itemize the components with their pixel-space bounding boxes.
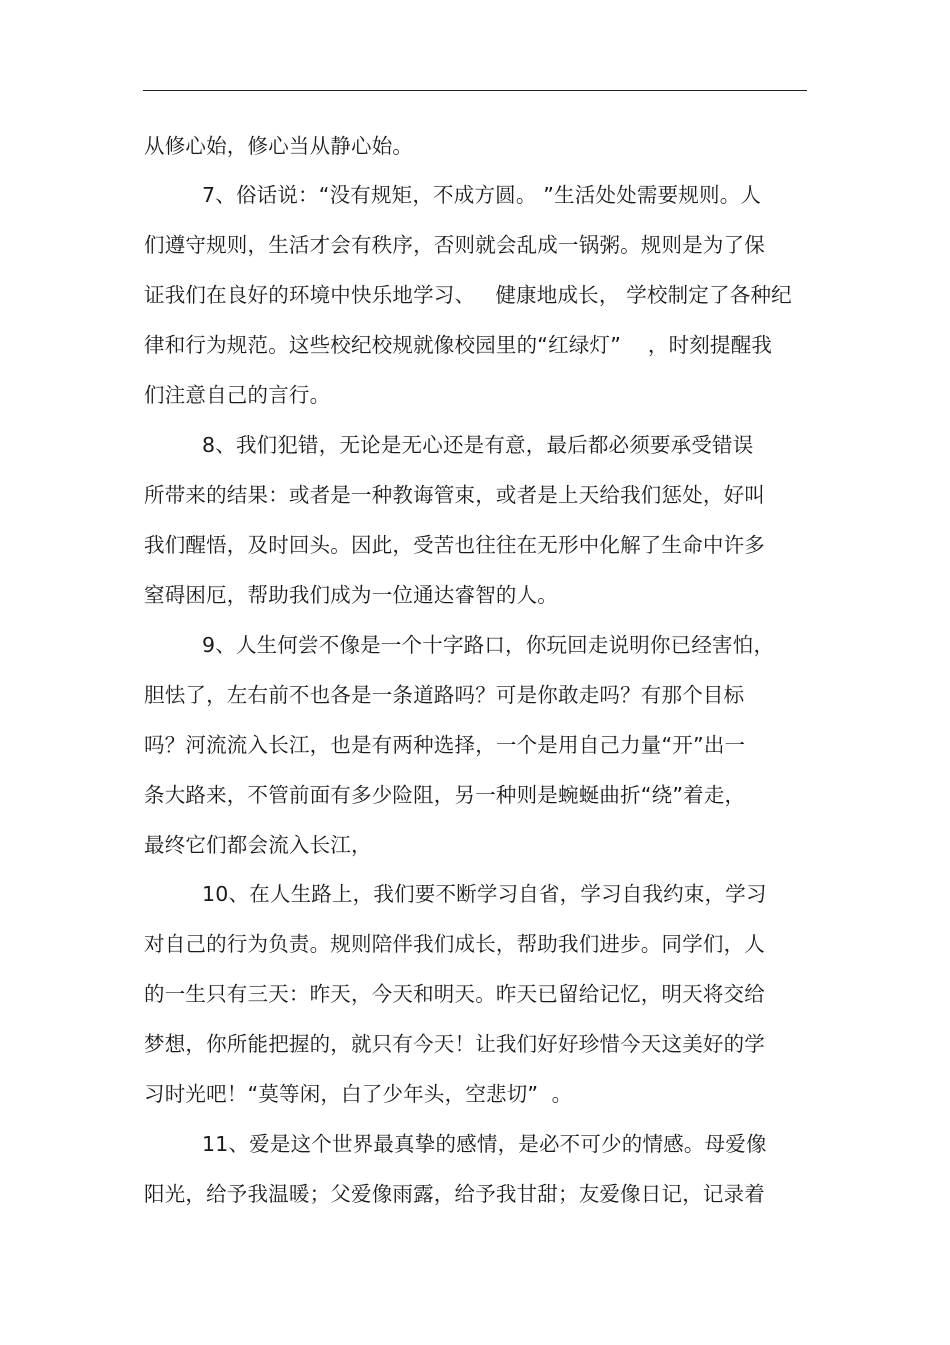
text-line: 阳光，给予我温暖；父爱像雨露，给予我甘甜；友爱像日记，记录着: [144, 1182, 765, 1206]
text-line: 我们醒悟，及时回头。因此，受苦也往往在无形中化解了生命中许多: [144, 533, 765, 557]
text-line: 最终它们都会流入长江，: [144, 833, 372, 857]
text-line: 的一生只有三天：昨天，今天和明天。昨天已留给记忆，明天将交给: [144, 982, 765, 1006]
text-line: 条大路来，不管前面有多少险阻，另一种则是蜿蜒曲折“绕”着走，: [144, 783, 746, 807]
text-line: 对自己的行为负责。规则陪伴我们成长，帮助我们进步。同学们，人: [144, 932, 765, 956]
text-line: 们注意自己的言行。: [144, 383, 331, 407]
text-line: 证我们在良好的环境中快乐地学习、 健康地成长， 学校制定了各种纪: [144, 283, 792, 307]
text-line: 习时光吧！“莫等闲，白了少年头，空悲切” 。: [144, 1082, 573, 1106]
text-line: 所带来的结果：或者是一种教诲管束，或者是上天给我们惩处，好叫: [144, 483, 765, 507]
text-line: 吗？河流流入长江，也是有两种选择，一个是用自己力量“开”出一: [144, 733, 746, 757]
text-line: 8、我们犯错，无论是无心还是有意，最后都必须要承受错误: [202, 433, 754, 457]
text-line: 律和行为规范。这些校纪校规就像校园里的“红绿灯” ，时刻提醒我: [144, 333, 773, 357]
text-line: 从修心始，修心当从静心始。: [144, 134, 414, 158]
text-line: 胆怯了，左右前不也各是一条道路吗？可是你敢走吗？有那个目标: [144, 683, 745, 707]
text-line: 11、爱是这个世界最真挚的感情，是必不可少的情感。母爱像: [202, 1132, 767, 1156]
text-line: 7、俗话说：“没有规矩，不成方圆。 ”生活处处需要规则。人: [202, 183, 762, 207]
text-line: 10、在人生路上，我们要不断学习自省，学习自我约束，学习: [202, 882, 767, 906]
text-line: 们遵守规则，生活才会有秩序，否则就会乱成一锅粥。规则是为了保: [144, 233, 765, 257]
text-line: 梦想，你所能把握的，就只有今天！让我们好好珍惜今天这美好的学: [144, 1032, 765, 1056]
text-line: 9、人生何尝不像是一个十字路口，你玩回走说明你已经害怕，: [202, 633, 775, 657]
text-line: 窒碍困厄，帮助我们成为一位通达睿智的人。: [144, 583, 558, 607]
